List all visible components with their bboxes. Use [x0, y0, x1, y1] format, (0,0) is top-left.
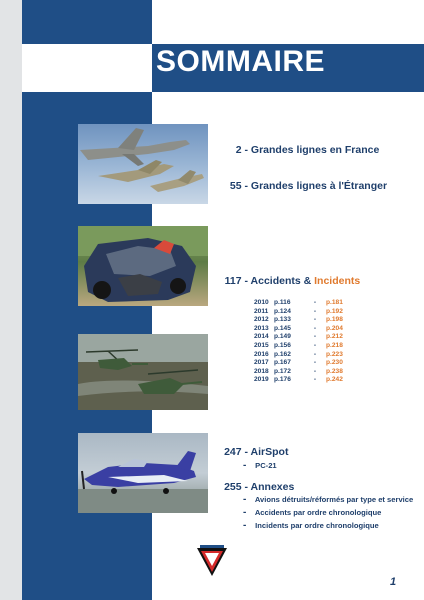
year-dash: -	[313, 316, 317, 324]
accident-page: p.116	[274, 299, 291, 306]
year-dash: -	[313, 359, 317, 367]
photo-refueling	[78, 124, 208, 204]
entry-accidents[interactable]	[220, 275, 360, 287]
accident-page: p.167	[274, 359, 291, 367]
entry-etranger-label: Grandes lignes à l'Étranger	[250, 180, 388, 192]
accident-page: p.149	[274, 333, 291, 341]
year-row[interactable]	[254, 342, 343, 351]
entry-incidents-label: Incidents	[314, 275, 361, 287]
entry-accidents-ampersand: &	[300, 275, 315, 287]
entry-airspot[interactable]	[220, 446, 288, 458]
entry-accidents-number: 117 -	[224, 275, 248, 287]
accident-page: p.156	[274, 342, 291, 349]
band-notch	[22, 44, 152, 92]
accident-page: p.124	[274, 307, 291, 315]
accident-page: p.133	[274, 316, 291, 324]
accident-page: p.162	[274, 350, 291, 358]
incident-page: p.198	[326, 316, 343, 324]
entry-annexes-label: Annexes	[250, 481, 295, 493]
incident-page: p.181	[326, 299, 343, 306]
accident-page: p.172	[274, 367, 291, 375]
annexes-item[interactable]	[243, 494, 413, 505]
year-label: 2011	[254, 307, 269, 315]
entry-france[interactable]	[220, 144, 379, 156]
entry-france-label: Grandes lignes en France	[250, 144, 380, 156]
pc21-illustration	[78, 433, 208, 513]
year-dash: -	[313, 307, 317, 315]
annexes-item-label: Accidents par ordre chronologique	[254, 508, 382, 517]
incident-page: p.212	[326, 333, 343, 341]
incident-page: p.230	[326, 359, 343, 367]
refueling-illustration	[78, 124, 208, 204]
incident-page: p.204	[326, 324, 343, 332]
photo-helicopters	[78, 334, 208, 410]
annexes-item-dash: -	[243, 520, 247, 531]
entry-etranger-number: 55 -	[229, 180, 248, 192]
year-label: 2017	[254, 359, 269, 367]
photo-accident	[78, 226, 208, 306]
accident-page: p.145	[274, 324, 291, 332]
entry-accidents-label: Accidents	[250, 275, 301, 287]
year-row[interactable]	[254, 376, 343, 385]
entry-annexes[interactable]	[220, 481, 294, 493]
year-dash: -	[313, 367, 317, 375]
incident-page: p.192	[326, 307, 343, 315]
airspot-sub-label: PC-21	[255, 461, 277, 470]
year-row[interactable]	[254, 351, 343, 360]
year-dash: -	[313, 333, 317, 341]
airspot-sub-dash: -	[243, 460, 247, 471]
page-title: SOMMAIRE	[156, 45, 325, 78]
year-row[interactable]	[254, 333, 343, 342]
entry-airspot-label: AirSpot	[250, 446, 289, 458]
annexes-item-label: Avions détruits/réformés par type et service	[254, 495, 414, 504]
year-label: 2019	[254, 376, 269, 384]
annexes-item[interactable]	[243, 520, 379, 531]
annexes-item-dash: -	[243, 507, 247, 518]
annexes-item-label: Incidents par ordre chronologique	[255, 521, 379, 530]
year-label: 2014	[254, 333, 269, 341]
year-label: 2015	[254, 342, 269, 349]
page-number: 1	[390, 576, 397, 588]
year-dash: -	[313, 299, 317, 306]
accident-page: p.176	[274, 376, 291, 384]
year-row[interactable]	[254, 316, 343, 325]
year-label: 2016	[254, 350, 269, 358]
year-row[interactable]	[254, 299, 343, 308]
year-dash: -	[313, 342, 317, 349]
entry-etranger[interactable]	[220, 180, 387, 192]
incident-page: p.238	[326, 367, 343, 375]
year-row[interactable]	[254, 308, 343, 317]
incident-page: p.223	[326, 350, 343, 358]
year-label: 2018	[254, 367, 269, 375]
incident-page: p.242	[326, 376, 343, 384]
left-edge-strip	[0, 0, 22, 600]
year-row[interactable]	[254, 325, 343, 334]
year-label: 2012	[254, 316, 269, 324]
entry-annexes-number: 255 -	[224, 481, 248, 493]
year-label: 2013	[254, 324, 269, 332]
airspot-sub[interactable]	[243, 460, 277, 471]
entry-france-number: 2 -	[235, 144, 248, 156]
year-row[interactable]	[254, 359, 343, 368]
accident-illustration	[78, 226, 208, 306]
logo-icon	[196, 544, 228, 578]
year-dash: -	[313, 350, 317, 358]
annexes-item-dash: -	[243, 494, 247, 505]
year-row[interactable]	[254, 368, 343, 377]
incident-page: p.218	[326, 342, 343, 349]
year-label: 2010	[254, 299, 269, 306]
photo-pc21	[78, 433, 208, 513]
year-dash: -	[313, 376, 317, 384]
helicopters-illustration	[78, 334, 208, 410]
entry-airspot-number: 247 -	[224, 446, 248, 458]
annexes-item[interactable]	[243, 507, 381, 518]
year-dash: -	[313, 324, 317, 332]
